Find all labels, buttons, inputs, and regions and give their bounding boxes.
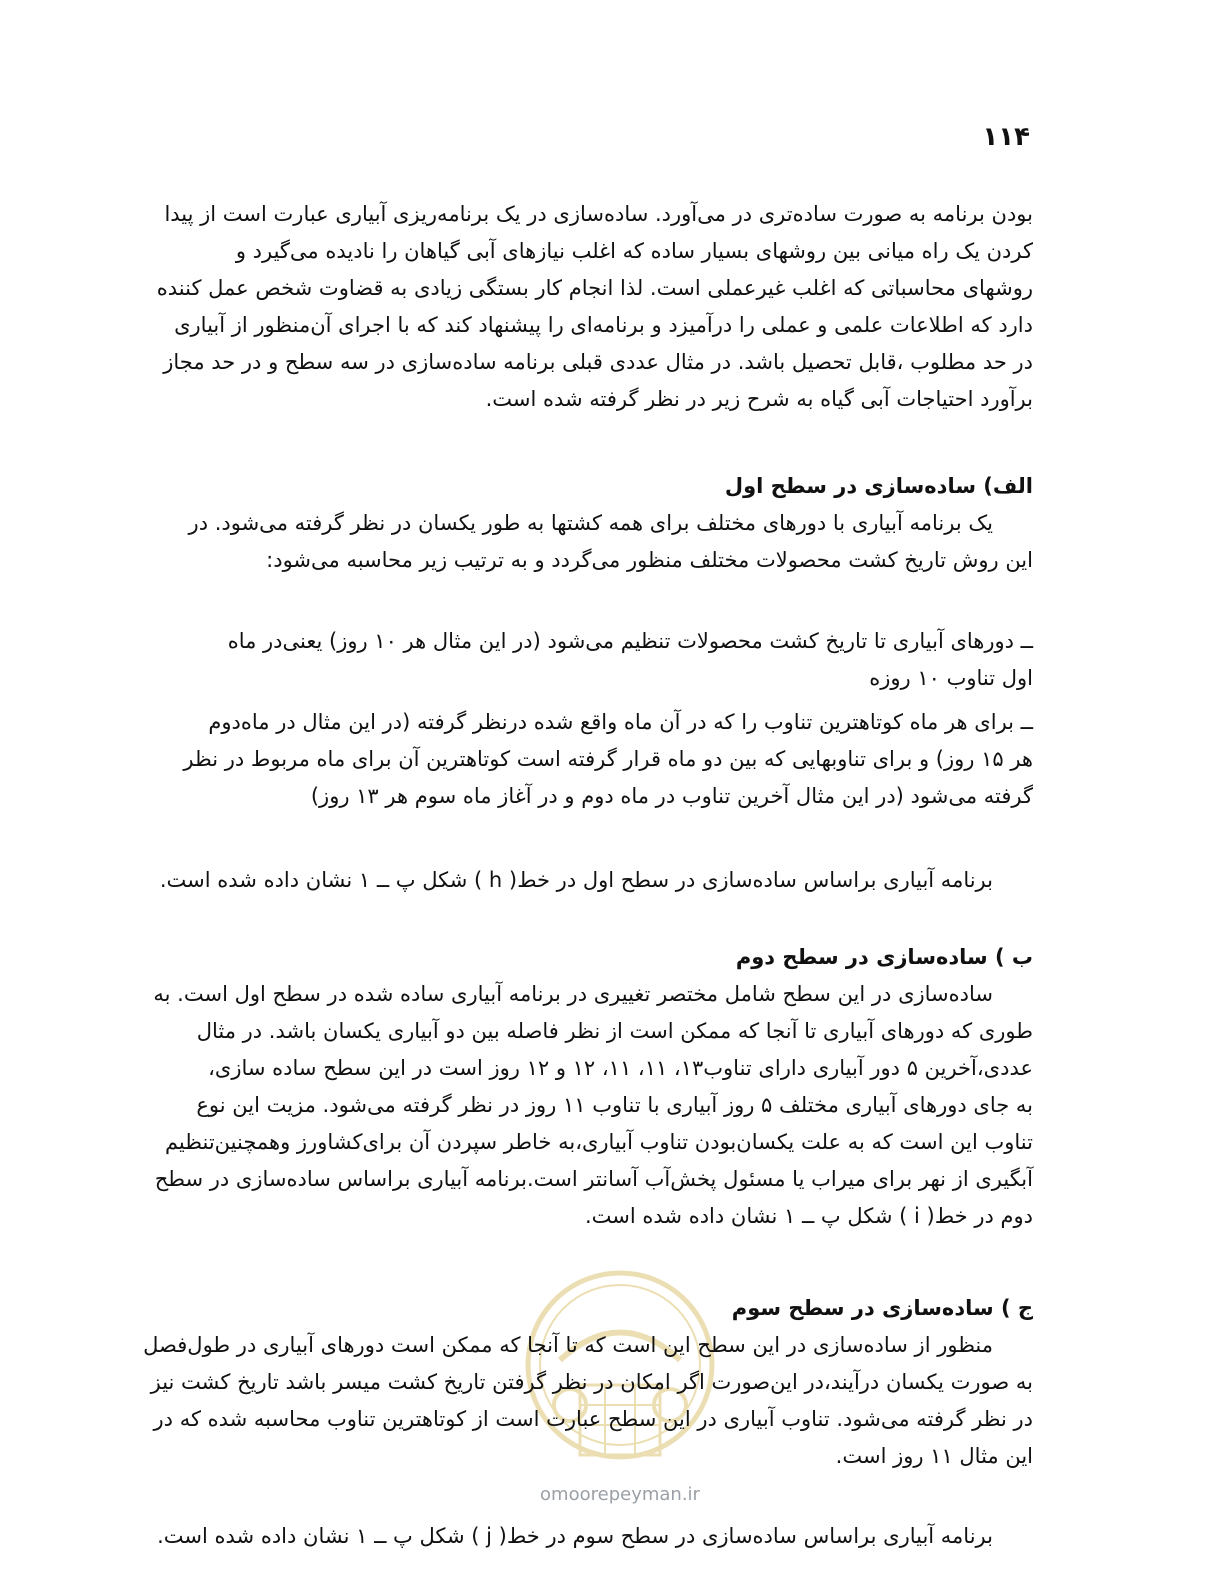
bullet-line: ــ دورهای آبیاری تا تاریخ کشت محصولات تنظیم می‌شود (در این مثال هر ۱۰ روز) یعنی‌در ماه xyxy=(227,629,1033,653)
section-a xyxy=(185,468,1033,579)
paragraph-line: بودن برنامه به صورت ساده‌تری در می‌آورد. ساده‌سازی در یک برنامه‌ریزی آبیاری عبارت است از پیدا xyxy=(164,202,1033,226)
paragraph-line: به صورت یکسان درآیند،در این‌صورت اگر امکان در نظر گرفتن تاریخ کشت میسر باشد تاریخ کشت نیز xyxy=(150,1370,1033,1394)
paragraph-line: روشهای محاسباتی که اغلب غیرعملی است. لذا انجام کار بستگی زیادی به قضاوت شخص عمل کننده xyxy=(156,276,1033,300)
paragraph-line: در حد مطلوب ،قابل تحصیل باشد. در مثال عددی قبلی برنامه ساده‌سازی در سه سطح و در حد مجاز xyxy=(163,350,1033,374)
paragraph-line: عددی،آخرین ۵ دور آبیاری دارای تناوب۱۳، ۱۱، ۱۱، ۱۲ و ۱۲ روز است در این سطح ساده سازی، xyxy=(208,1056,1033,1080)
conclusion-line: برنامه آبیاری براساس ساده‌سازی در سطح سوم در خط( j ) شکل پ ــ ۱ نشان داده شده است. xyxy=(157,1524,993,1548)
paragraph-line: ساده‌سازی در این سطح شامل مختصر تغییری در برنامه آبیاری ساده شده در سطح اول است. به xyxy=(153,982,993,1006)
page-number: ۱۱۴ xyxy=(982,122,1030,152)
paragraph-line: دوم در خط( i ) شکل پ ــ ۱ نشان داده شده است. xyxy=(585,1204,1033,1228)
section-b-heading: ب ) ساده‌سازی در سطح دوم xyxy=(735,945,1033,969)
paragraph-line: به جای دورهای آبیاری مختلف ۵ روز آبیاری با تناوب ۱۱ روز در نظر گرفته می‌شود. مزیت این نوع xyxy=(196,1093,1033,1117)
paragraph-line: این مثال ۱۱ روز است. xyxy=(835,1444,1033,1468)
paragraph-line: کردن یک راه میانی بین روشهای بسیار ساده که اغلب نیازهای آبی گیاهان را نادیده می‌گیرد و xyxy=(235,239,1033,263)
section-a-bullet-1 xyxy=(185,623,1033,697)
watermark-url: omoorepeyman.ir xyxy=(540,1484,700,1505)
paragraph-line: تناوب این است که به علت یکسان‌بودن تناوب آبیاری،به خاطر سپردن آن برای‌کشاورز وهمچنین‌تنظیم xyxy=(164,1130,1033,1154)
intro-paragraph xyxy=(156,196,1033,418)
section-c-heading: ج ) ساده‌سازی در سطح سوم xyxy=(731,1296,1033,1320)
bullet-line: گرفته می‌شود (در این مثال آخرین تناوب در ماه دوم و در آغاز ماه سوم هر ۱۳ روز) xyxy=(310,784,1033,808)
section-a-conclusion xyxy=(159,862,1033,899)
paragraph-line: طوری که دورهای آبیاری تا آنجا که ممکن است از نظر فاصله بین دو آبیاری یکسان باشد. در مثال xyxy=(196,1019,1033,1043)
section-c xyxy=(143,1290,1033,1475)
bullet-line: هر ۱۵ روز) و برای تناوبهایی که بین دو ماه قرار گرفته است کوتاهترین آن برای ماه مربوط در نظر xyxy=(183,747,1033,771)
paragraph-line: این روش تاریخ کشت محصولات مختلف منظور می‌گردد و به ترتیب زیر محاسبه می‌شود: xyxy=(266,548,1033,572)
conclusion-line: برنامه آبیاری براساس ساده‌سازی در سطح اول در خط( h ) شکل پ ــ ۱ نشان داده شده است. xyxy=(159,868,993,892)
paragraph-line: دارد که اطلاعات علمی و عملی را درآمیزد و برنامه‌ای را پیشنهاد کند که با اجرای آن‌منظور از آبیاری xyxy=(174,313,1033,337)
paragraph-line: منظور از ساده‌سازی در این سطح این است که تا آنجا که ممکن است دورهای آبیاری در طول‌فصل xyxy=(143,1333,993,1357)
section-a-heading: الف) ساده‌سازی در سطح اول xyxy=(724,474,1033,498)
section-a-bullet-2 xyxy=(185,704,1033,815)
section-b xyxy=(153,939,1033,1235)
paragraph-line: یک برنامه آبیاری با دورهای مختلف برای همه کشتها به طور یکسان در نظر گرفته می‌شود. در xyxy=(188,511,993,535)
paragraph-line: در نظر گرفته می‌شود. تناوب آبیاری در این سطح عبارت است از کوتاهترین تناوب محاسبه شده که در xyxy=(153,1407,1033,1431)
bullet-line: اول تناوب ۱۰ روزه xyxy=(869,666,1033,690)
paragraph-line: آبگیری از نهر برای میراب یا مسئول پخش‌آب آسانتر است.برنامه آبیاری براساس ساده‌سازی در سطح xyxy=(154,1167,1033,1191)
bullet-line: ــ برای هر ماه کوتاهترین تناوب را که در آن ماه واقع شده درنظر گرفته (در این مثال در ماه‌دوم xyxy=(208,710,1033,734)
paragraph-line: برآورد احتیاجات آبی گیاه به شرح زیر در نظر گرفته شده است. xyxy=(485,387,1033,411)
section-c-conclusion xyxy=(157,1518,1033,1555)
